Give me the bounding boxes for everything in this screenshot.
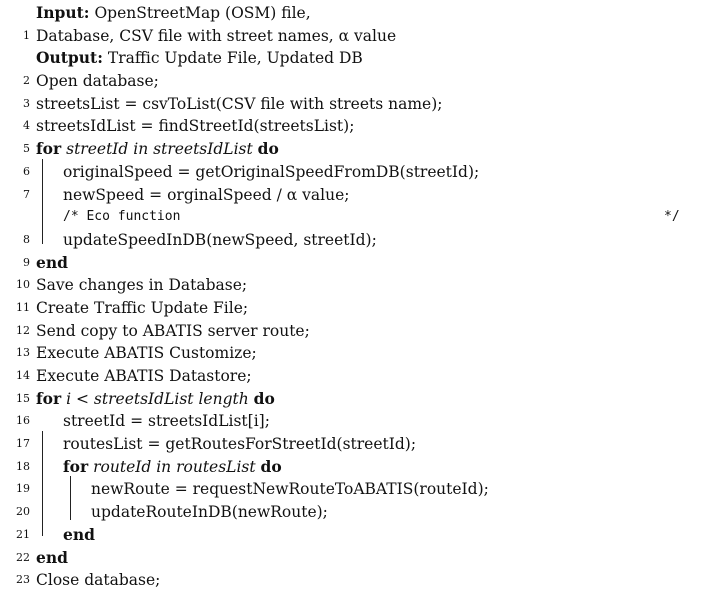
line-number: 17 [16,437,30,451]
line-number: 11 [16,300,30,314]
end-line [0,524,702,547]
algo-line [0,184,702,207]
loop-condition: streetId in streetsIdList [66,140,253,159]
algo-line [0,569,702,592]
line-number: 10 [16,278,30,292]
algo-line [0,115,702,138]
line-text: Create Traffic Update File; [36,298,249,317]
algo-line [0,478,702,501]
line-number: 5 [23,142,30,156]
line-number: 15 [16,391,30,405]
algo-line [0,410,702,433]
do-keyword: do [257,139,279,159]
output-text: Traffic Update File, Updated DB [107,49,363,68]
block-bar-inner-for [70,476,71,520]
line-number: 12 [16,323,30,337]
algo-line [0,229,702,252]
line-text: Execute ABATIS Customize; [36,344,257,363]
algo-line [0,297,702,320]
line-text: routesList = getRoutesForStreetId(streetId); [63,435,417,454]
for-keyword: for [36,139,62,159]
line-text: originalSpeed = getOriginalSpeedFromDB(streetId); [63,162,480,181]
line-text: Open database; [36,72,159,91]
line-number: 23 [16,573,30,587]
do-keyword: do [253,388,275,408]
do-keyword: do [260,456,282,476]
algo-line [0,501,702,524]
algo-line [0,342,702,365]
line-text: updateSpeedInDB(newSpeed, streetId); [63,230,377,249]
for-keyword: for [36,388,62,408]
line-number: 1 [23,28,30,42]
algo-line [0,320,702,343]
block-bar-outer-for-1 [42,159,43,244]
line-text: streetsList = csvToList(CSV file with streets name); [36,94,443,113]
line-number: 9 [23,255,30,269]
line-number: 7 [23,187,30,201]
line-number: 4 [23,119,30,133]
line-number: 8 [23,232,30,246]
line-text: Save changes in Database; [36,276,248,295]
line-text: streetId = streetsIdList[i]; [63,412,270,431]
line-number: 13 [16,346,30,360]
for-line [0,138,702,161]
algo-line [0,161,702,184]
comment-start: /* Eco function [63,209,181,225]
loop-condition: i < streetsIdList length [66,389,249,408]
end-keyword: end [63,524,95,544]
line-number: 18 [16,459,30,473]
line-number: 16 [16,414,30,428]
output-line [0,47,702,70]
line-text: Close database; [36,571,161,590]
line-number: 19 [16,482,30,496]
block-bar-outer-for-2 [42,431,43,536]
for-line [0,388,702,411]
loop-condition: routeId in routesList [93,457,256,476]
line-number: 22 [16,550,30,564]
end-keyword: end [36,547,68,567]
line-text: updateRouteInDB(newRoute); [91,503,328,522]
end-line [0,252,702,275]
algo-line [0,365,702,388]
algorithm-block [0,2,702,592]
for-line [0,456,702,479]
algo-line [0,70,702,93]
end-keyword: end [36,252,68,272]
end-line [0,547,702,570]
input-line [0,2,702,25]
input-text-1: OpenStreetMap (OSM) file, [94,4,311,22]
line-text: streetsIdList = findStreetId(streetsList); [36,117,355,136]
comment-end: */ [664,209,680,225]
line-number: 6 [23,164,30,178]
algo-line [0,274,702,297]
for-keyword: for [63,456,89,476]
line-text: Send copy to ABATIS server route; [36,321,310,340]
line-number: 20 [16,505,30,519]
input-line-2 [0,25,702,48]
algo-line [0,93,702,116]
input-label: Input: [36,3,90,22]
line-number: 14 [16,369,30,382]
algo-line [0,433,702,456]
comment-line [0,206,702,229]
input-text-2: Database, CSV file with street names, α value [36,26,397,45]
line-text: newSpeed = orginalSpeed / α value; [63,185,350,204]
line-number: 21 [16,527,30,541]
line-text: Execute ABATIS Datastore; [36,367,252,385]
line-number: 3 [23,96,30,110]
output-label: Output: [36,48,103,68]
line-number: 2 [23,74,30,88]
line-text: newRoute = requestNewRouteToABATIS(routeId); [91,480,489,499]
